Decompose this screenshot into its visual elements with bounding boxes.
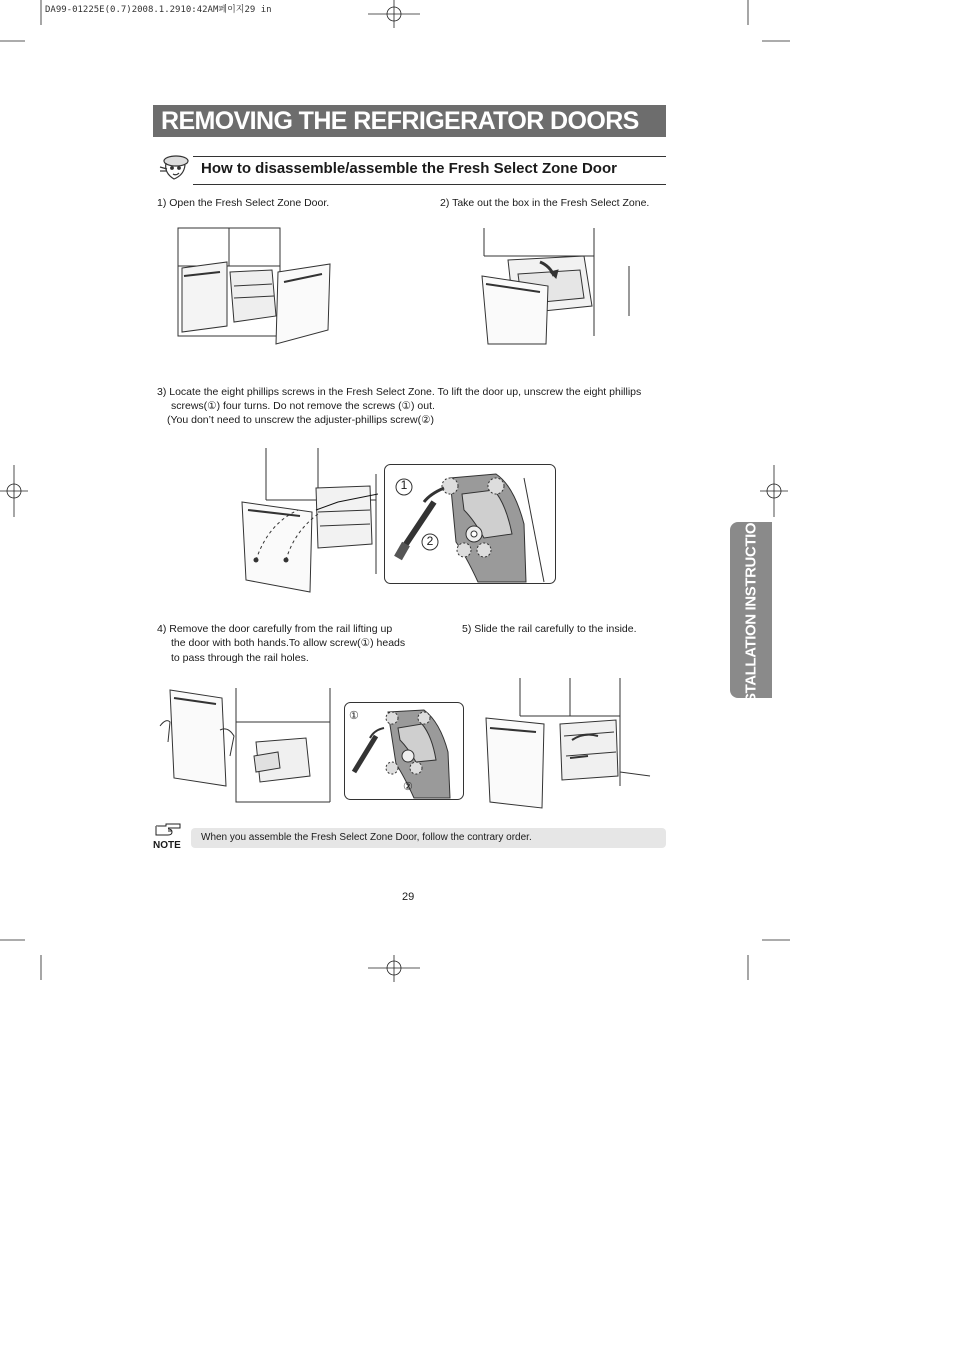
step-3-line-2: screws(①) four turns. Do not remove the screws (①) out.	[171, 400, 435, 412]
figure-take-out-box	[474, 226, 636, 346]
step-4-line-1: 4) Remove the door carefully from the rail lifting up	[157, 623, 393, 635]
subheading-rule	[193, 184, 666, 185]
figure-remove-door	[156, 686, 346, 806]
note-box	[191, 828, 666, 848]
title-bar	[153, 105, 666, 137]
step-2-text: 2) Take out the box in the Fresh Select Zone.	[440, 197, 650, 209]
pointing-figure-icon	[158, 153, 192, 183]
step-3-line-3: (You don’t need to unscrew the adjuster-phillips screw(②)	[167, 414, 434, 426]
figure-locate-screws	[238, 444, 378, 594]
pointing-hand-icon	[154, 822, 184, 838]
step-4-line-3: to pass through the rail holes.	[171, 652, 309, 664]
subheading-rule-top	[193, 156, 666, 157]
callout-1: 1	[400, 478, 408, 492]
callout-2: 2	[426, 534, 434, 548]
note-text: When you assemble the Fresh Select Zone Door, follow the contrary order.	[201, 832, 532, 843]
page-title: REMOVING THE REFRIGERATOR DOORS	[161, 107, 639, 135]
subheading: How to disassemble/assemble the Fresh Select Zone Door	[201, 160, 617, 177]
page-number: 29	[402, 891, 415, 903]
figure-slide-rail	[480, 676, 652, 810]
step-3-line-1: 3) Locate the eight phillips screws in the Fresh Select Zone. To lift the door up, unscrew the eight phillips	[157, 386, 642, 398]
side-tab	[730, 502, 772, 718]
step-5-text: 5) Slide the rail carefully to the inside.	[462, 623, 637, 635]
figure-open-door	[172, 226, 342, 346]
side-tab-label: INSTALLATION INSTRUCTIONS	[742, 502, 760, 718]
step-4-line-2: the door with both hands.To allow screw(①) heads	[171, 637, 406, 649]
print-header: DA99-01225E(0.7)2008.1.2910:42AM페이지29 in	[45, 5, 272, 15]
step-1-text: 1) Open the Fresh Select Zone Door.	[157, 197, 330, 209]
callout-detail-1: ①	[349, 710, 359, 722]
callout-detail-2: ②	[403, 781, 413, 793]
note-label: NOTE	[153, 840, 181, 851]
